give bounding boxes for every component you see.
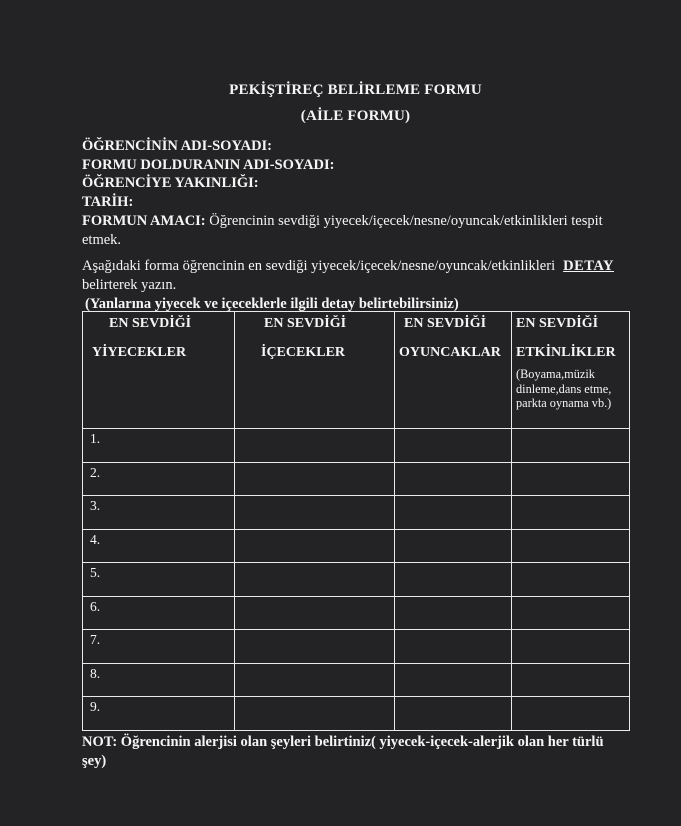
row-number: 1. (90, 431, 101, 446)
header-drinks-line2: İÇECEKLER (261, 345, 346, 360)
header-activities-line2: ETKİNLİKLER (516, 345, 616, 360)
cell-toy[interactable] (395, 529, 512, 563)
table-row (83, 663, 630, 697)
table-row (83, 596, 630, 630)
purpose-text-line1: Öğrencinin sevdiği yiyecek/içecek/nesne/oyuncak/etkinlikleri tespit (209, 212, 603, 229)
header-cell-activities (512, 312, 630, 429)
cell-activity[interactable] (512, 529, 630, 563)
table-row (83, 697, 630, 731)
form-title: PEKİŞTİREÇ BELİRLEME FORMU (229, 82, 482, 98)
cell-activity[interactable] (512, 429, 630, 463)
table-row (83, 496, 630, 530)
cell-activity[interactable] (512, 630, 630, 664)
cell-activity[interactable] (512, 462, 630, 496)
row-number: 2. (90, 464, 101, 480)
cell-drink[interactable] (235, 596, 395, 630)
cell-toy[interactable] (395, 697, 512, 731)
form-subtitle: (AİLE FORMU) (300, 108, 411, 124)
row-number: 3. (90, 498, 101, 513)
instruction-text: Aşağıdaki forma öğrencinin en sevdiği yiyecek/içecek/nesne/oyuncak/etkinlikleri (82, 258, 556, 274)
table-row (83, 429, 630, 463)
header-toys-line2: OYUNCAKLAR (399, 345, 501, 360)
cell-food[interactable] (83, 596, 235, 630)
header-row (83, 312, 630, 429)
cell-drink[interactable] (235, 496, 395, 530)
instruction-line2: belirterek yazın. (82, 277, 177, 293)
cell-drink[interactable] (235, 663, 395, 697)
cell-food[interactable] (83, 429, 235, 463)
cell-toy[interactable] (395, 563, 512, 597)
cell-food[interactable] (83, 529, 235, 563)
cell-activity[interactable] (512, 596, 630, 630)
cell-activity[interactable] (512, 563, 630, 597)
table-row (83, 630, 630, 664)
instruction-block (82, 257, 638, 314)
field-date-label: TARİH: (82, 194, 134, 211)
cell-activity[interactable] (512, 496, 630, 530)
header-drinks-line1: EN SEVDİĞİ (264, 316, 347, 331)
detay-emphasis: DETAY (563, 258, 614, 274)
purpose-text-line2: etmek. (82, 231, 122, 248)
header-cell-toys (395, 312, 512, 429)
header-activities-line1: EN SEVDİĞİ (516, 316, 599, 331)
cell-food[interactable] (83, 663, 235, 697)
cell-toy[interactable] (395, 663, 512, 697)
allergy-note-line1: NOT: Öğrencinin alerjisi olan şeyleri belirtiniz( yiyecek-içecek-alerjik olan her türlü (82, 734, 604, 750)
cell-food[interactable] (83, 496, 235, 530)
cell-toy[interactable] (395, 596, 512, 630)
row-number: 8. (90, 665, 101, 681)
purpose-paragraph (82, 212, 638, 249)
cell-food[interactable] (83, 462, 235, 496)
purpose-label: FORMUN AMACI: (82, 212, 206, 229)
table-row (83, 462, 630, 496)
header-activities-note: (Boyama,müzik dinleme,dans etme, parkta oynama vb.) (516, 367, 612, 410)
row-number: 4. (90, 531, 101, 547)
cell-toy[interactable] (395, 630, 512, 664)
row-number: 6. (90, 598, 101, 614)
cell-activity[interactable] (512, 697, 630, 731)
cell-food[interactable] (83, 697, 235, 731)
preference-table-body (83, 429, 630, 731)
field-filler-name-label: FORMU DOLDURANIN ADI-SOYADI: (82, 156, 335, 173)
field-relation-label: ÖĞRENCİYE YAKINLIĞI: (82, 175, 259, 192)
field-student-name-label: ÖĞRENCİNİN ADI-SOYADI: (82, 138, 273, 154)
instruction-note: (Yanlarına yiyecek ve içeceklerle ilgili detay belirtebilirsiniz) (85, 296, 459, 312)
allergy-note-line2: şey) (82, 753, 107, 769)
cell-toy[interactable] (395, 462, 512, 496)
header-toys-line1: EN SEVDİĞİ (404, 316, 487, 331)
header-foods-line2: YİYECEKLER (92, 345, 187, 360)
cell-toy[interactable] (395, 496, 512, 530)
cell-activity[interactable] (512, 663, 630, 697)
cell-drink[interactable] (235, 630, 395, 664)
header-foods-line1: EN SEVDİĞİ (109, 316, 192, 331)
table-row (83, 563, 630, 597)
header-cell-drinks (235, 312, 395, 429)
cell-drink[interactable] (235, 529, 395, 563)
cell-toy[interactable] (395, 429, 512, 463)
header-cell-foods (83, 312, 235, 429)
cell-drink[interactable] (235, 462, 395, 496)
row-number: 7. (90, 632, 101, 647)
row-number: 9. (90, 699, 101, 714)
table-row (83, 529, 630, 563)
instruction-line1 (82, 257, 638, 276)
cell-drink[interactable] (235, 697, 395, 731)
preference-table (82, 311, 630, 731)
row-number: 5. (90, 565, 101, 580)
cell-drink[interactable] (235, 563, 395, 597)
allergy-note (82, 733, 638, 771)
cell-food[interactable] (83, 563, 235, 597)
cell-drink[interactable] (235, 429, 395, 463)
preference-table-head (83, 312, 630, 429)
cell-food[interactable] (83, 630, 235, 664)
form-info-block (82, 137, 638, 249)
